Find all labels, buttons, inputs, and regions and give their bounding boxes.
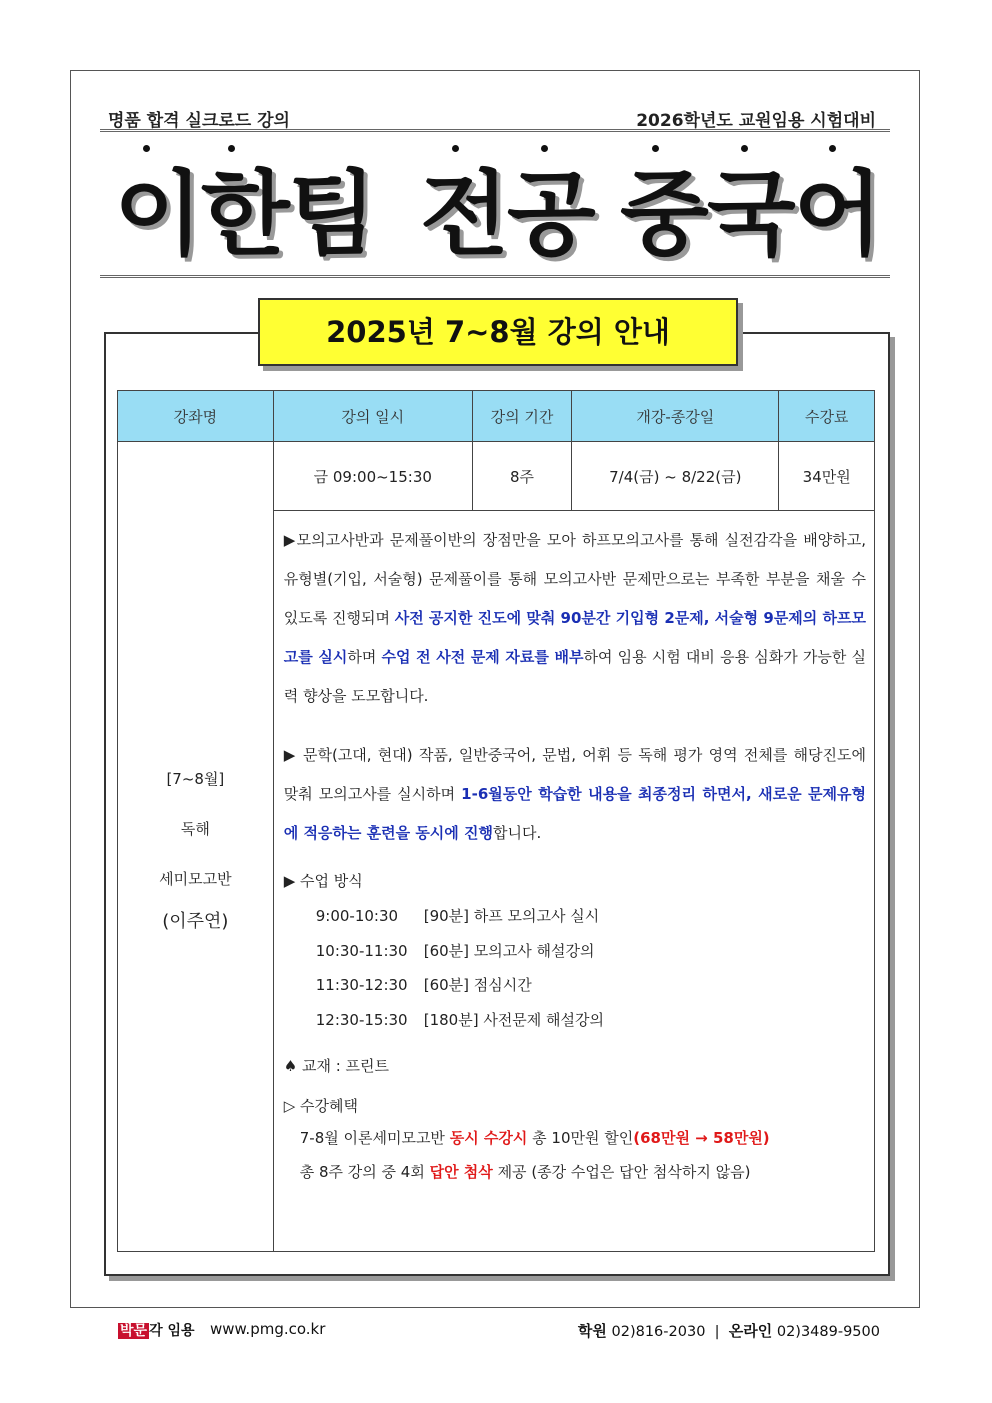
- course-class: 세미모고반: [159, 869, 232, 888]
- header-slogan: 명품 합격 실크로드 강의: [108, 111, 290, 131]
- benefit-title: ▷ 수강혜택: [283, 1097, 358, 1115]
- dates-cell: 7/4(금) ~ 8/22(금): [572, 442, 779, 511]
- class-schedule: [284, 899, 866, 1037]
- duration-cell: 8주: [472, 442, 571, 511]
- desc-paragraph-1: ▶모의고사반과 문제풀이반의 장점만을 모아 하프모의고사를 통해 실전감각을 배양하고, 유형별(기입, 서술형) 문제풀이를 통해 모의고사반 문제만으로는 부족한 부분을 채울 수 있도록 진행되며 사전 공지한 진도에 맞춰 90분간 기입형 2문제, 서술형 9문제의 하프모고를 실시하며 수업 전 사전 문제 자료를 배부하여 임용 시험 대비 응용 심화가 가능한 실력 향상을 도모합니다.: [283, 531, 866, 705]
- description-cell: [273, 511, 874, 1252]
- title-part-1: 이한팀: [114, 161, 375, 268]
- top-header: [100, 102, 890, 132]
- col-header-dates: 개강-종강일: [572, 391, 779, 442]
- course-subject: 독해: [180, 819, 210, 838]
- header-exam: 2026학년도 교원임용 시험대비: [636, 111, 876, 131]
- course-term: [7~8월]: [166, 769, 225, 788]
- title-part-2: 전공: [420, 161, 594, 268]
- benefit-discount: 7-8월 이론세미모고반 동시 수강시 총 10만원 할인(68만원 → 58만원): [299, 1129, 770, 1147]
- schedule-item: 12:30-15:30 [180분] 사전문제 해설강의: [315, 1010, 605, 1029]
- table-header-row: [118, 391, 875, 442]
- contact-info: 학원 02)816-2030 | 온라인 02)3489-9500: [577, 1322, 880, 1340]
- title-part-3: 중국어: [620, 161, 881, 268]
- schedule-item: 9:00-10:30 [90분] 하프 모의고사 실시: [315, 907, 600, 925]
- desc-paragraph-2: ▶ 문학(고대, 현대) 작품, 일반중국어, 문법, 어휘 등 독해 평가 영역 전체를 해당진도에 맞춰 모의고사를 실시하며 1-6월동안 학습한 내용을 최종정리 하면서, 새로운 문제유형에 적응하는 훈련을 동시에 진행합니다.: [283, 746, 866, 842]
- col-header-fee: 수강료: [779, 391, 875, 442]
- col-header-duration: 강의 기간: [472, 391, 571, 442]
- method-title: ▶ 수업 방식: [283, 872, 363, 890]
- fee-cell: 34만원: [779, 442, 875, 511]
- emphasis-dots: [0, 145, 992, 155]
- schedule-item: 11:30-12:30 [60분] 점심시간: [315, 976, 532, 994]
- table-row: [118, 442, 875, 511]
- publisher-logo: 박문 각 임용: [120, 1323, 195, 1339]
- textbook-info: ♠ 교재 : 프린트: [283, 1057, 389, 1075]
- col-header-course: 강좌명: [118, 391, 274, 442]
- schedule-item: 10:30-11:30 [60분] 모의고사 해설강의: [315, 941, 595, 960]
- footer: [0, 1320, 992, 1344]
- website-link[interactable]: www.pmg.co.kr: [210, 1320, 326, 1338]
- lecture-table: [117, 390, 875, 1252]
- course-name-cell: [118, 442, 274, 1252]
- schedule-cell: 금 09:00~15:30: [273, 442, 472, 511]
- course-instructor: (이주연): [162, 910, 229, 932]
- main-title: [100, 160, 890, 278]
- col-header-schedule: 강의 일시: [273, 391, 472, 442]
- benefit-correction: 총 8주 강의 중 4회 답안 첨삭 제공 (종강 수업은 답안 첨삭하지 않음): [299, 1163, 751, 1181]
- lecture-banner: 2025년 7~8월 강의 안내: [258, 298, 738, 366]
